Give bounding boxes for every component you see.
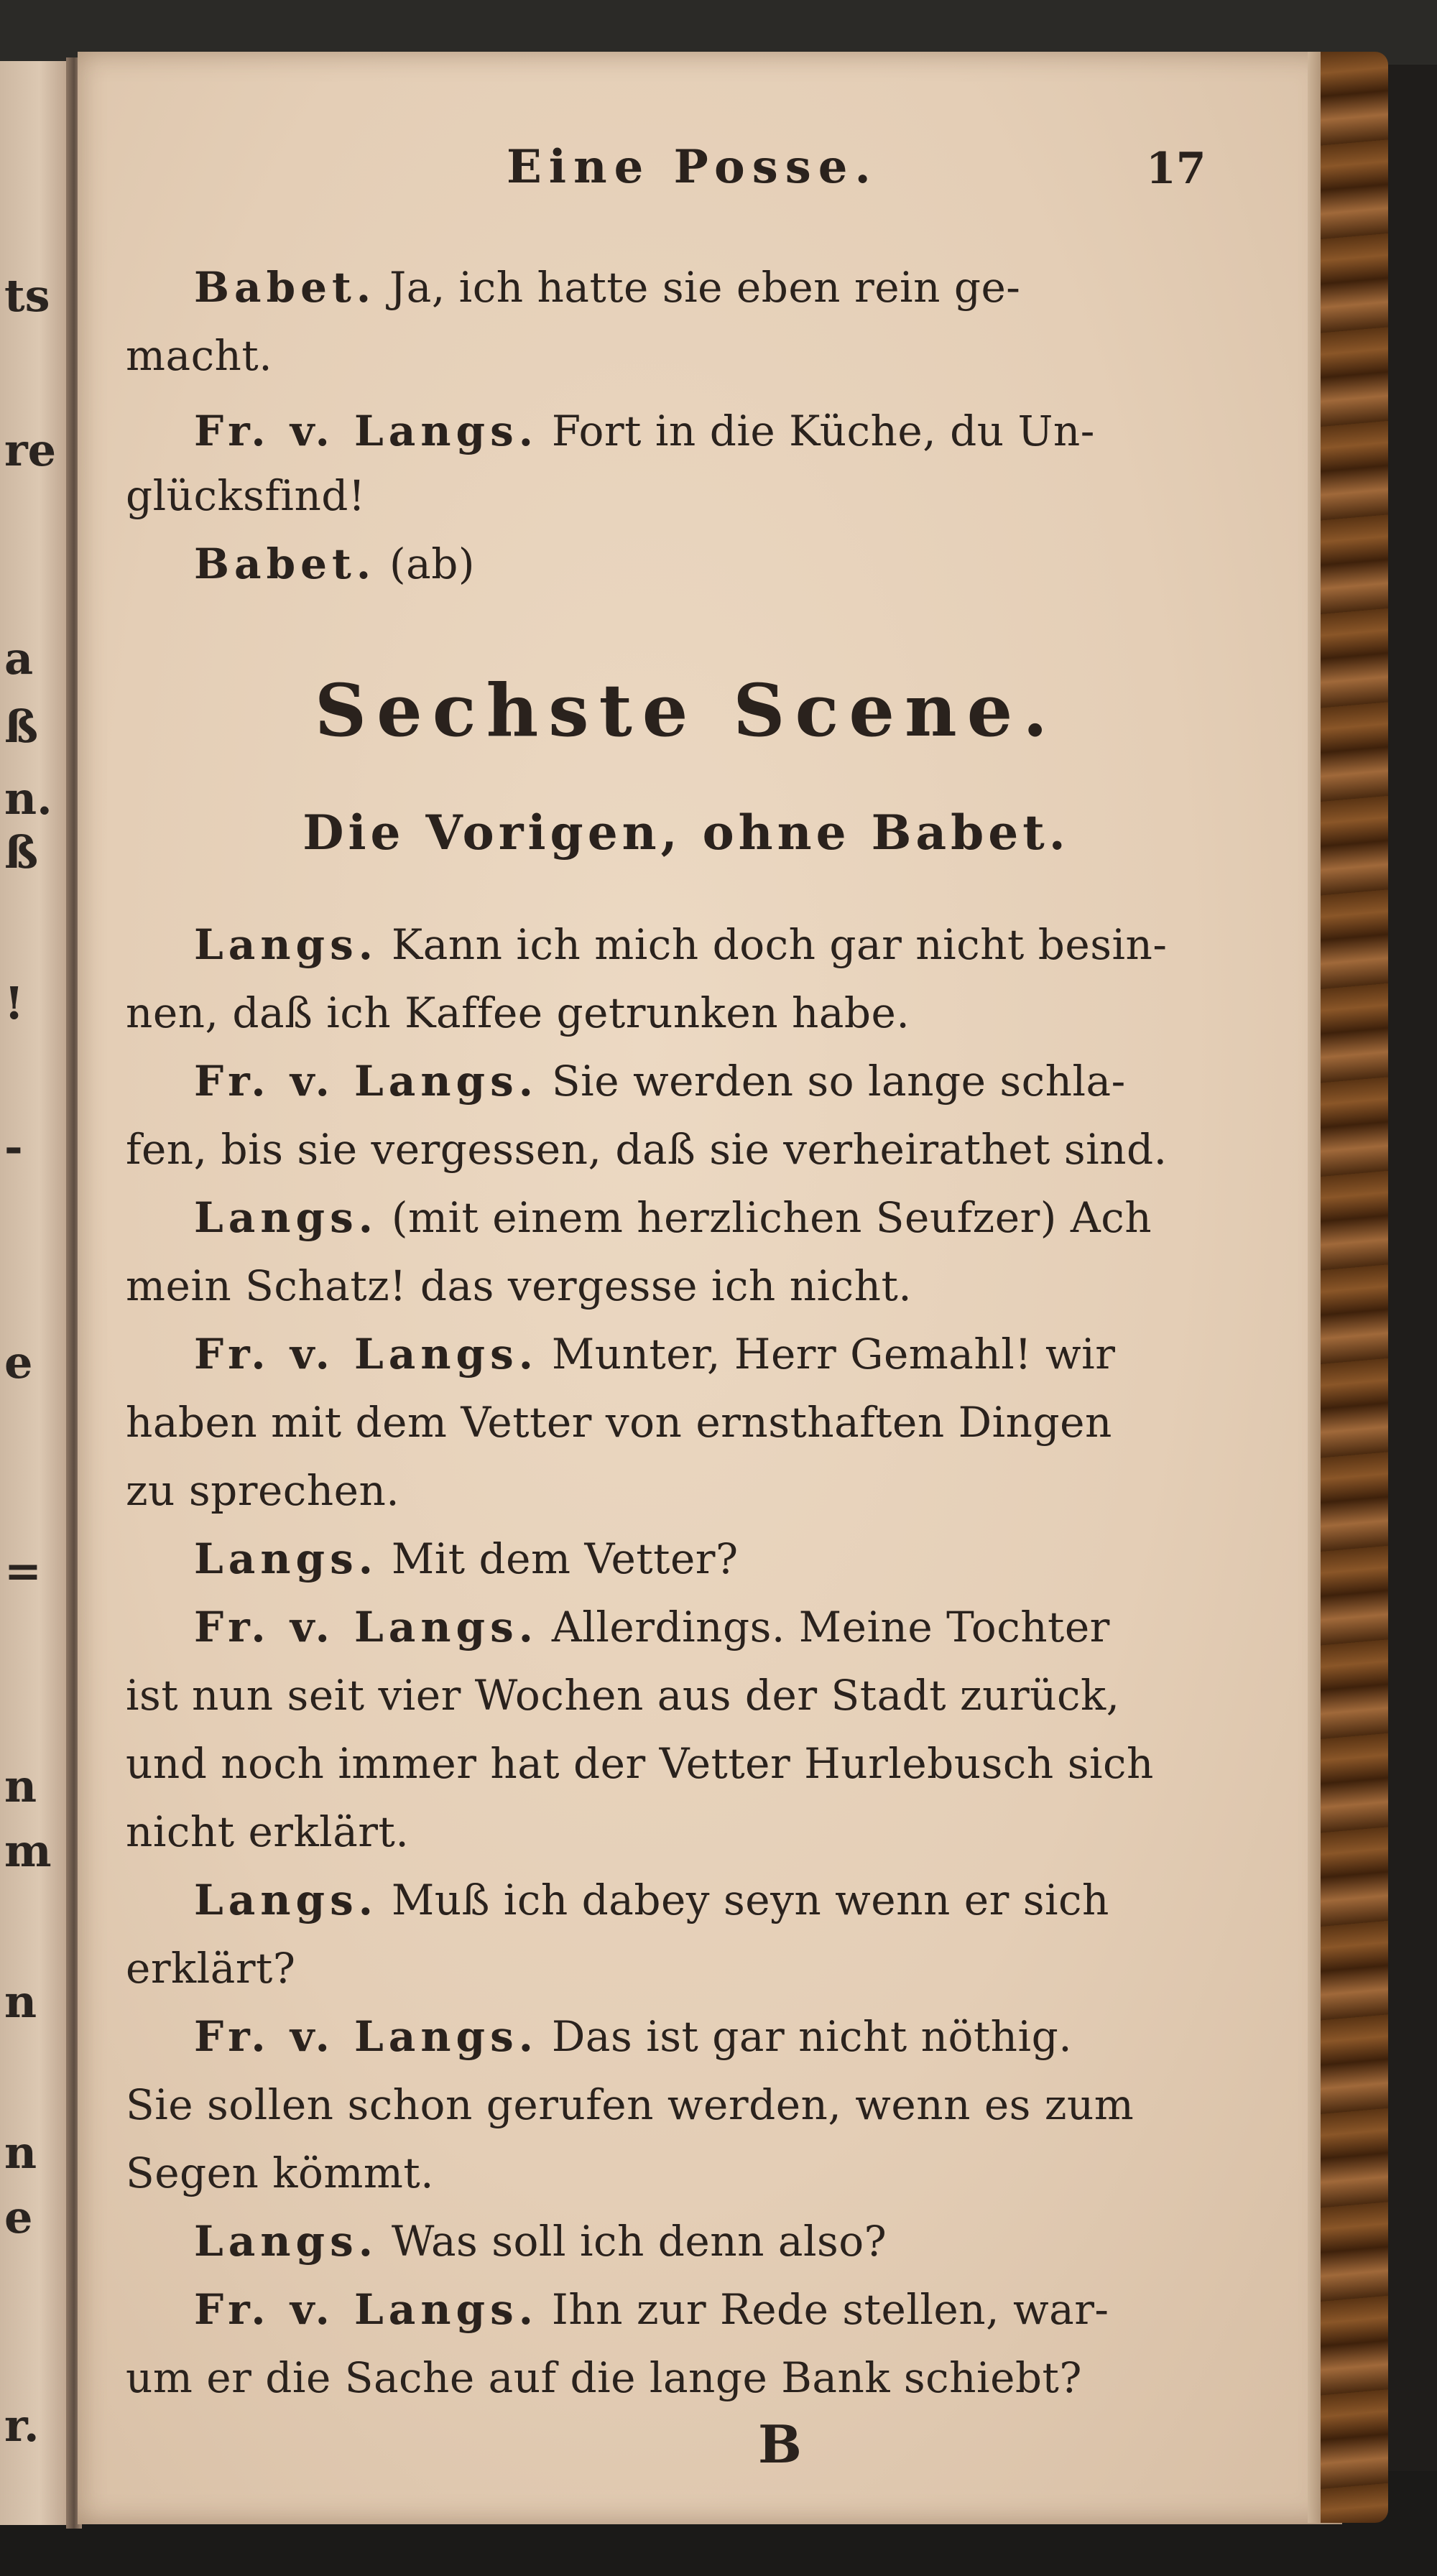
text-line <box>126 2076 1134 2133</box>
line-text: Sie werden so lange schla- <box>537 1057 1126 1106</box>
text-line <box>194 916 1167 973</box>
text-line <box>126 1394 1112 1451</box>
speaker-name: Fr. v. Langs. <box>194 407 538 455</box>
text-line <box>126 1803 409 1861</box>
text-line <box>126 1257 912 1315</box>
line-text: Fort in die Küche, du Un- <box>537 407 1095 455</box>
line-text: macht. <box>126 331 273 380</box>
text-line <box>126 1462 399 1519</box>
line-text: Ihn zur Rede stellen, war- <box>537 2285 1109 2334</box>
left-page-fragment: n <box>4 2126 37 2179</box>
signature-mark: B <box>758 2414 802 2475</box>
scene-heading: Sechste Scene. <box>314 668 1058 753</box>
speaker-name: Fr. v. Langs. <box>194 1057 538 1106</box>
text-line <box>126 1667 1120 1724</box>
line-text: ist nun seit vier Wochen aus der Stadt zurück, <box>126 1671 1120 1720</box>
left-page-fragment: ß <box>4 826 39 879</box>
left-page-fragment: ! <box>4 977 24 1029</box>
speaker-name: Fr. v. Langs. <box>194 2012 538 2061</box>
left-page-fragment: a <box>4 632 34 685</box>
text-line <box>194 1871 1109 1929</box>
left-page-fragment: e <box>4 2191 33 2243</box>
text-line <box>126 1735 1154 1792</box>
left-page-fragment: m <box>4 1825 52 1877</box>
line-text: mein Schatz! das vergesse ich nicht. <box>126 1261 912 1310</box>
left-page-fragment: ts <box>4 269 50 322</box>
left-page-fragment: ß <box>4 700 39 753</box>
left-page-fragment: = <box>4 1544 42 1597</box>
marbled-cover <box>1321 52 1388 2523</box>
text-line <box>194 1325 1115 1383</box>
speaker-name: Fr. v. Langs. <box>194 1330 538 1379</box>
speaker-name: Langs. <box>194 1193 378 1242</box>
text-line <box>126 984 910 1042</box>
left-page-fragment: n <box>4 1760 37 1812</box>
text-line <box>126 2349 1082 2406</box>
speaker-name: Langs. <box>194 1876 378 1924</box>
text-line <box>194 1189 1152 1246</box>
speaker-name: Langs. <box>194 1534 378 1583</box>
text-line <box>194 1052 1126 1110</box>
text-line <box>194 1530 739 1588</box>
text-line <box>194 1598 1110 1656</box>
text-line <box>126 327 272 384</box>
left-page-fragment: n <box>4 1975 37 2028</box>
line-text: glücksfind! <box>126 471 366 520</box>
line-text: Mit dem Vetter? <box>377 1534 739 1583</box>
speaker-name: Langs. <box>194 920 378 969</box>
line-text: Sie sollen schon gerufen werden, wenn es zum <box>126 2080 1135 2129</box>
line-text: Munter, Herr Gemahl! wir <box>537 1330 1116 1379</box>
line-text: Muß ich dabey seyn wenn er sich <box>377 1876 1109 1924</box>
line-text: Was soll ich denn also? <box>377 2217 887 2266</box>
scene-cast: Die Vorigen, ohne Babet. <box>302 805 1070 861</box>
line-text: Allerdings. Meine Tochter <box>537 1603 1110 1651</box>
line-text: erklärt? <box>126 1944 296 1993</box>
line-text: haben mit dem Vetter von ernsthaften Dingen <box>126 1398 1112 1447</box>
text-line <box>194 402 1095 460</box>
speaker-name: Fr. v. Langs. <box>194 1603 538 1651</box>
text-line <box>126 2144 434 2202</box>
text-line <box>194 2281 1109 2338</box>
text-line <box>126 1121 1168 1178</box>
speaker-name: Fr. v. Langs. <box>194 2285 538 2334</box>
page-number: 17 <box>1146 144 1206 194</box>
left-page-fragment: re <box>4 424 57 476</box>
left-page-fragment: n. <box>4 772 52 825</box>
line-text: Das ist gar nicht nöthig. <box>537 2012 1073 2061</box>
running-header: Eine Posse. <box>507 140 878 194</box>
line-text: zu sprechen. <box>126 1466 400 1515</box>
left-page-edge <box>0 61 72 2525</box>
left-page-fragment: e <box>4 1336 33 1389</box>
line-text: nen, daß ich Kaffee getrunken habe. <box>126 988 910 1037</box>
left-page-fragment: r. <box>4 2399 40 2452</box>
line-text: Ja, ich hatte sie eben rein ge- <box>376 263 1021 312</box>
text-line <box>126 1940 295 1997</box>
speaker-name: Babet. <box>194 539 376 588</box>
line-text: fen, bis sie vergessen, daß sie verheirathet sind. <box>126 1125 1168 1174</box>
text-line <box>126 467 366 524</box>
speaker-name: Babet. <box>194 263 376 312</box>
text-line <box>194 259 1020 316</box>
line-text: um er die Sache auf die lange Bank schiebt? <box>126 2353 1082 2402</box>
line-text: und noch immer hat der Vetter Hurlebusch sich <box>126 1739 1154 1788</box>
text-line <box>194 2008 1072 2065</box>
line-text: Segen kömmt. <box>126 2149 435 2197</box>
left-page-fragment: - <box>4 1121 23 1173</box>
text-line <box>194 2213 887 2270</box>
speaker-name: Langs. <box>194 2217 378 2266</box>
line-text: (ab) <box>376 539 475 588</box>
line-text: nicht erklärt. <box>126 1807 410 1856</box>
line-text: (mit einem herzlichen Seufzer) Ach <box>377 1193 1152 1242</box>
line-text: Kann ich mich doch gar nicht besin- <box>377 920 1168 969</box>
text-line <box>194 535 475 593</box>
